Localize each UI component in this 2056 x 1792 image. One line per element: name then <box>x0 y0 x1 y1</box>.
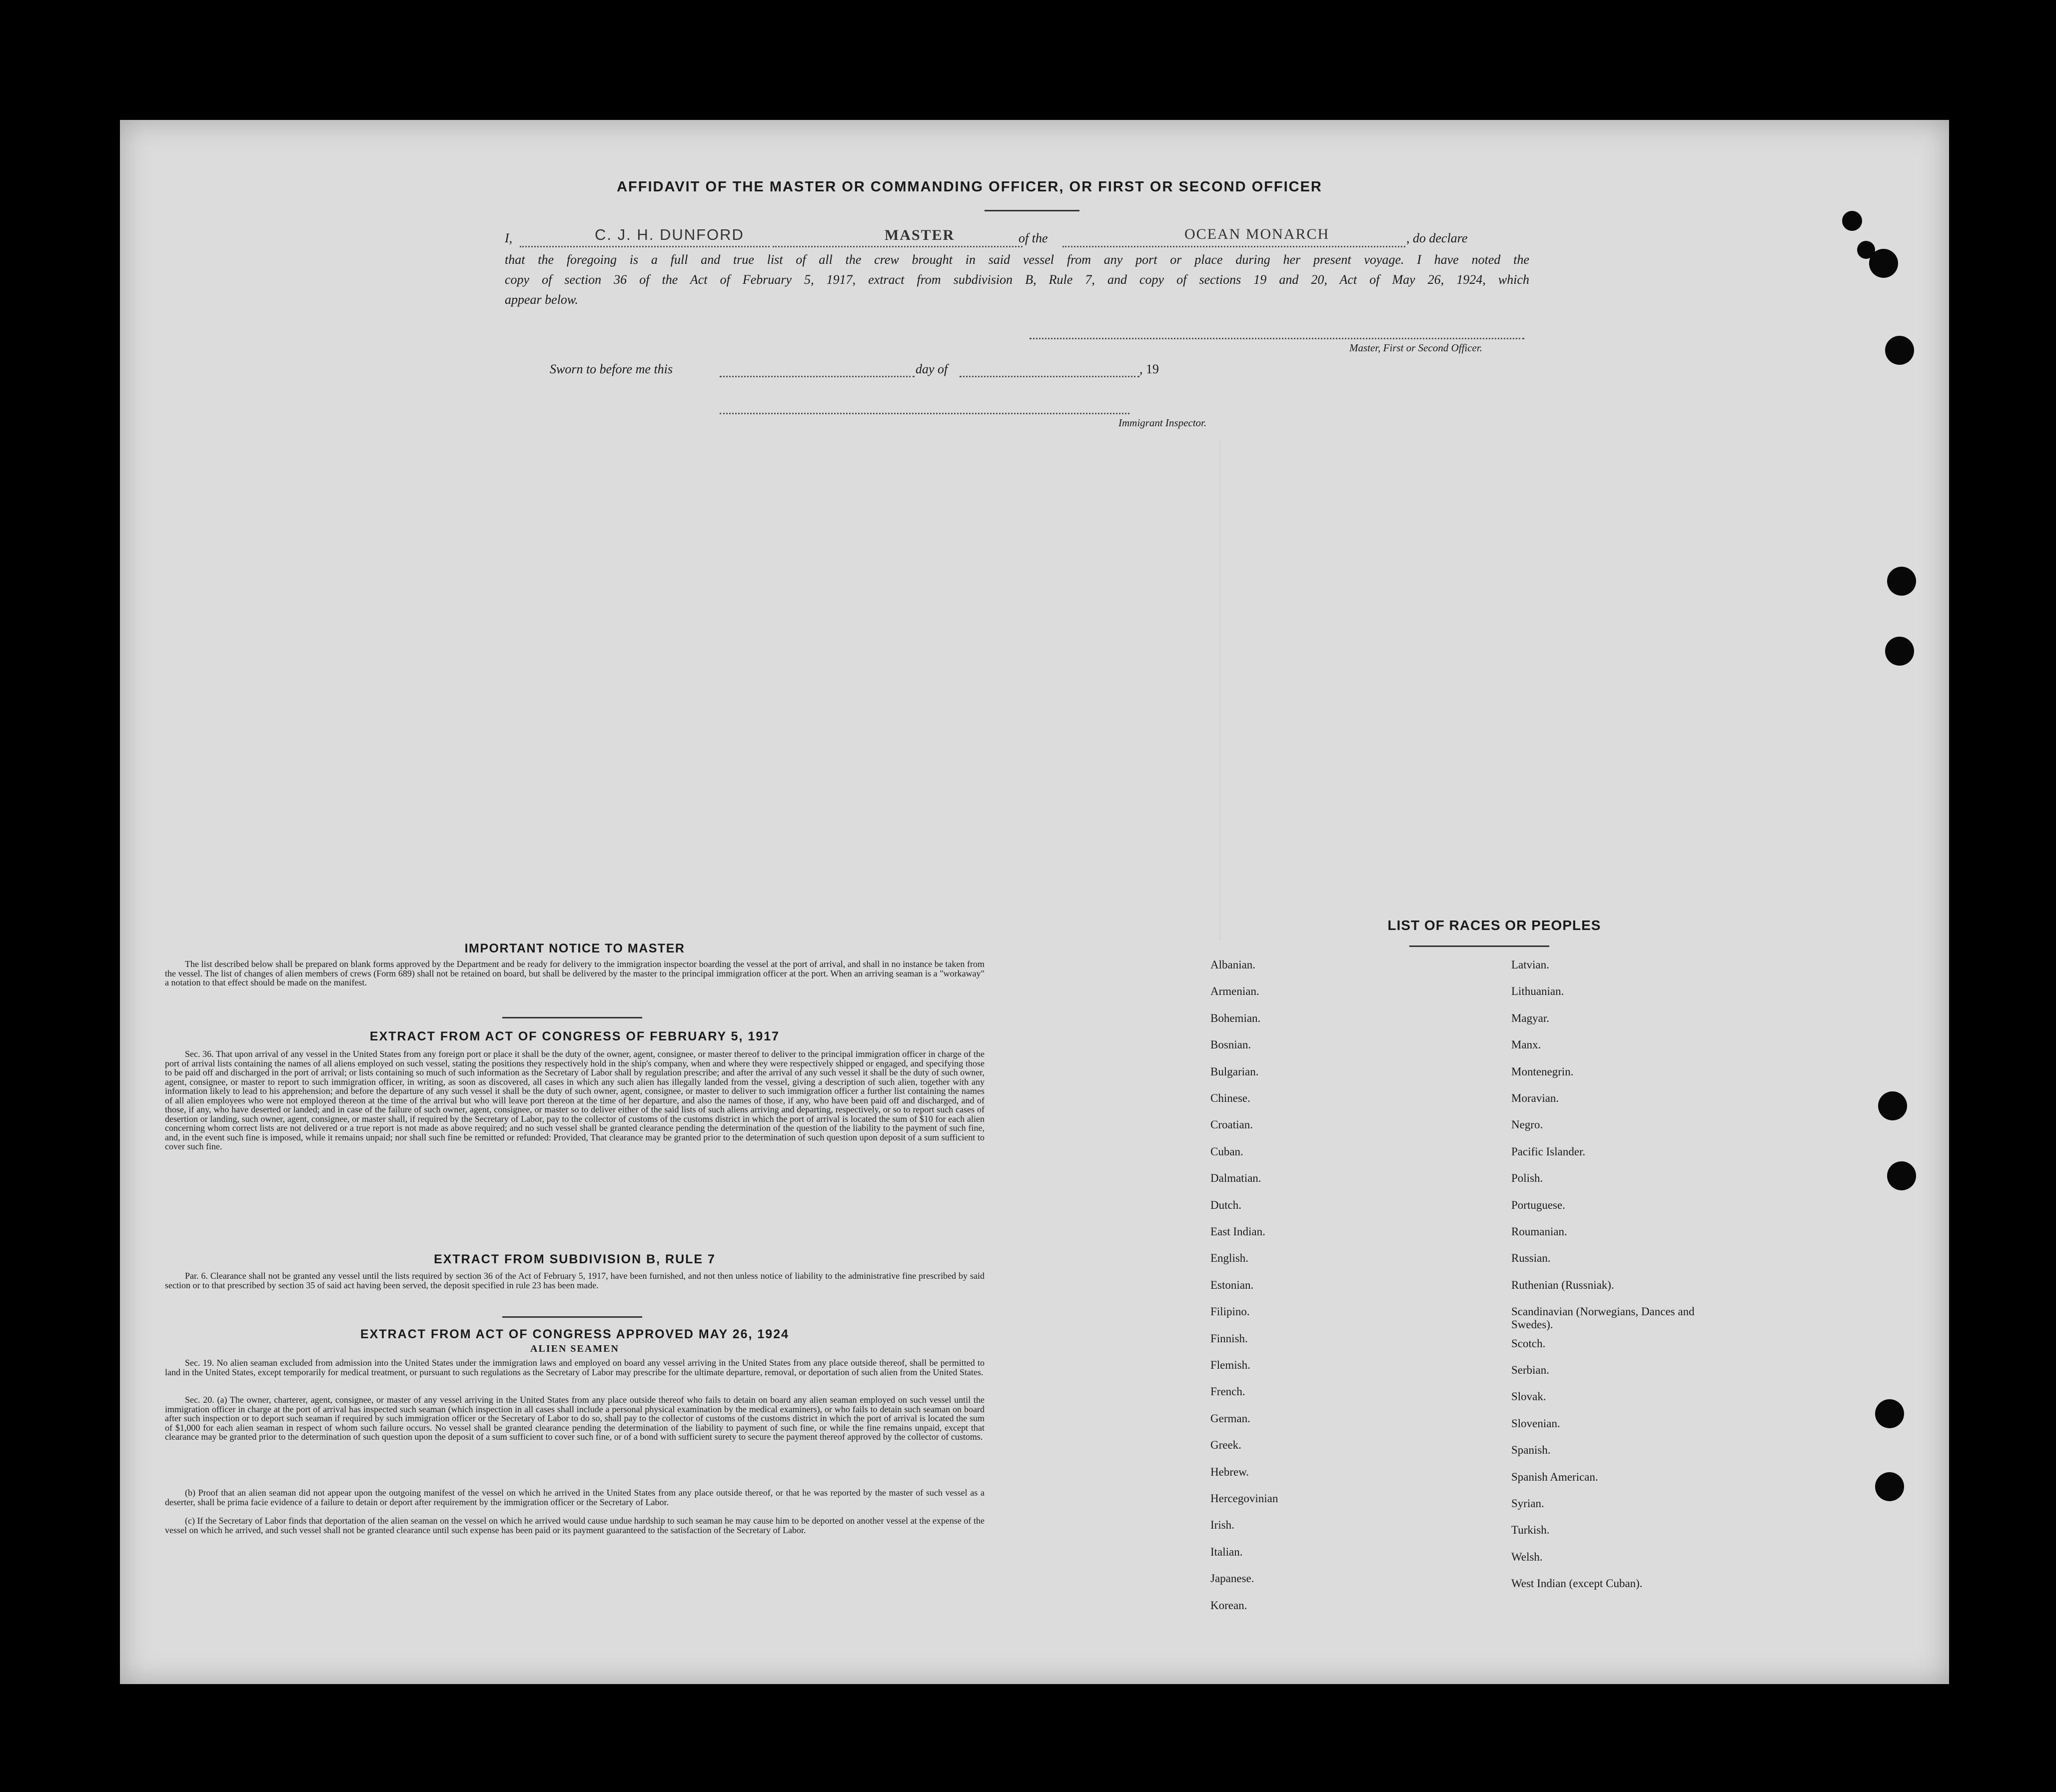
race-item: Ruthenian (Russniak). <box>1511 1279 1614 1291</box>
year-prefix: , 19 <box>1139 362 1159 376</box>
subdivision-b-title: EXTRACT FROM SUBDIVISION B, RULE 7 <box>434 1252 716 1266</box>
punch-hole <box>1878 1091 1907 1120</box>
punch-hole <box>1887 1161 1916 1190</box>
race-item: Portuguese. <box>1511 1199 1565 1211</box>
race-item: Manx. <box>1511 1038 1541 1051</box>
extract-1924-subtitle: ALIEN SEAMEN <box>530 1343 619 1354</box>
subdivision-b-text: Par. 6. Clearance shall not be granted any vessel until the lists required by section 36 of the Act of February 5, 1917, have been furnished, and not then unless notice of liability to the administrative fine prescribed by said section or to that prescribed by section 35 of said act having been served, the deposit specified in rule 23 has been made. <box>165 1271 985 1290</box>
race-item: Armenian. <box>1210 985 1259 997</box>
notice-text: The list described below shall be prepared on blank forms approved by the Department and be ready for delivery to the immigration inspector boarding the vessel at the port of arrival, and shall in no instance be taken from the vessel. The list of changes of alien members of crews (Form 689) shall not be retained on board, but shall be delivered by the master to the principal immigration officer at the port. When an arriving seaman is a "workaway" a notation to that effect should be made on the manifest. <box>165 959 985 987</box>
punch-hole <box>1875 1472 1904 1501</box>
name-line <box>520 246 770 247</box>
inspector-caption: Immigrant Inspector. <box>1118 417 1207 429</box>
race-item: Pacific Islander. <box>1511 1145 1586 1158</box>
races-title: LIST OF RACES OR PEOPLES <box>1387 917 1601 933</box>
race-item: English. <box>1210 1252 1249 1264</box>
race-item: Cuban. <box>1210 1145 1243 1158</box>
race-item: Greek. <box>1210 1439 1241 1451</box>
race-item: Negro. <box>1511 1118 1543 1131</box>
race-item: Italian. <box>1210 1546 1243 1558</box>
race-item: East Indian. <box>1210 1225 1265 1238</box>
race-item: Russian. <box>1511 1252 1551 1264</box>
race-item: Dalmatian. <box>1210 1172 1261 1184</box>
punch-hole <box>1887 567 1916 596</box>
race-item: Magyar. <box>1511 1012 1550 1024</box>
inspector-line <box>720 413 1129 414</box>
race-item: Slovak. <box>1511 1390 1546 1403</box>
do-declare-label: , do declare <box>1406 231 1468 245</box>
notice-title: IMPORTANT NOTICE TO MASTER <box>464 941 685 955</box>
race-item: Syrian. <box>1511 1497 1544 1510</box>
punch-hole <box>1875 1399 1904 1428</box>
race-item: Bohemian. <box>1210 1012 1261 1024</box>
race-item: Hebrew. <box>1210 1466 1249 1478</box>
race-item: Croatian. <box>1210 1118 1253 1131</box>
race-item: Lithuanian. <box>1511 985 1564 997</box>
race-item: Moravian. <box>1511 1092 1559 1104</box>
race-item: Albanian. <box>1210 958 1256 971</box>
race-item: Hercegovinian <box>1210 1492 1278 1505</box>
extract-1924-sec20a: Sec. 20. (a) The owner, charterer, agent, consignee, or master of any vessel arriving in the United States from any place outside thereof who fails to detain on board any alien seaman employed on such vessel until the immigration officer in charge at the port of arrival has inspected such seaman (which inspection in all cases shall include a personal physical examination by the medical examiners), or who fails to detain such seaman on board after such inspection or to deport such seaman if required by such immigration officer or the Secretary of Labor to do so, shall pay to the collector of customs of the customs district in which the port of arrival is located the sum of $1,000 for each alien seaman in respect of whom such failure occurs. No vessel shall be granted clearance pending the determination of the liability to payment of such fine, or while the fine remains unpaid, except that clearance may be granted prior to the determination of such question upon the deposit of a sum sufficient to cover such fine, or of a bond with sufficient surety to secure the payment thereof approved by the collector of customs. <box>165 1395 985 1442</box>
race-item: Polish. <box>1511 1172 1543 1184</box>
affidavit-body-3: appear below. <box>505 292 578 307</box>
punch-hole <box>1842 211 1862 231</box>
divider <box>985 210 1079 211</box>
sworn-label: Sworn to before me this <box>550 362 673 376</box>
affidavit-title: AFFIDAVIT OF THE MASTER OR COMMANDING OFFICER, OR FIRST OR SECOND OFFICER <box>617 179 1322 195</box>
extract-1924-sec20c: (c) If the Secretary of Labor finds that deportation of the alien seaman on the vessel on which he arrived would cause undue hardship to such seaman he may cause him to be deported on another vessel at the expense of the vessel on which he arrived, and such vessel shall not be granted clearance until such expense has been paid or its payment guaranteed to the satisfaction of the Secretary of Labor. <box>165 1516 985 1535</box>
race-item: Spanish American. <box>1511 1471 1598 1483</box>
race-item: Scandinavian (Norwegians, Dances and Swedes). <box>1511 1305 1695 1331</box>
extract-1924-sec20b: (b) Proof that an alien seaman did not appear upon the outgoing manifest of the vessel on which he arrived in the United States from any place outside thereof, or that he was reported by the master of such vessel as a deserter, shall be prima facie evidence of a failure to detain or deport after requirement by the immigration officer or the Secretary of Labor. <box>165 1488 985 1507</box>
of-the-label: of the <box>1019 231 1048 245</box>
race-item: French. <box>1210 1385 1245 1398</box>
punch-hole <box>1885 336 1914 365</box>
master-rank: MASTER <box>885 227 955 243</box>
race-item: Bulgarian. <box>1210 1065 1259 1078</box>
divider <box>502 1017 642 1018</box>
day-of-label: day of <box>916 362 948 376</box>
race-item: Latvian. <box>1511 958 1549 971</box>
master-name: C. J. H. DUNFORD <box>595 226 744 243</box>
race-item: Turkish. <box>1511 1524 1550 1536</box>
race-item: Estonian. <box>1210 1279 1254 1291</box>
race-item: Spanish. <box>1511 1444 1551 1456</box>
punch-hole <box>1869 249 1898 278</box>
race-item: Montenegrin. <box>1511 1065 1574 1078</box>
i-label: I, <box>505 231 513 245</box>
extract-1917-title: EXTRACT FROM ACT OF CONGRESS OF FEBRUARY 5, 1917 <box>369 1029 780 1043</box>
race-item: Finnish. <box>1210 1332 1248 1345</box>
race-item: Chinese. <box>1210 1092 1250 1104</box>
race-item: Serbian. <box>1511 1364 1550 1376</box>
signature-caption: Master, First or Second Officer. <box>1349 342 1482 354</box>
bleed-through <box>1219 440 1570 939</box>
document-page <box>120 120 1949 1684</box>
signature-line <box>1029 338 1524 339</box>
vessel-name: OCEAN MONARCH <box>1184 226 1330 242</box>
extract-1924-title: EXTRACT FROM ACT OF CONGRESS APPROVED MAY 26, 1924 <box>360 1327 790 1341</box>
race-item: Scotch. <box>1511 1337 1546 1350</box>
race-item: West Indian (except Cuban). <box>1511 1577 1643 1590</box>
punch-hole <box>1885 637 1914 666</box>
race-item: Irish. <box>1210 1519 1234 1531</box>
race-item: German. <box>1210 1412 1250 1425</box>
race-item: Flemish. <box>1210 1359 1250 1371</box>
rank-line <box>773 246 1023 247</box>
race-item: Roumanian. <box>1511 1225 1567 1238</box>
race-item: Slovenian. <box>1511 1417 1560 1430</box>
race-item: Japanese. <box>1210 1572 1254 1585</box>
race-item: Dutch. <box>1210 1199 1241 1211</box>
sworn-day-line <box>720 376 915 377</box>
extract-1924-sec19: Sec. 19. No alien seaman excluded from admission into the United States under the immigration laws and employed on board any vessel arriving in the United States from any place outside thereof, shall be permitted to land in the United States, except temporarily for medical treatment, or pursuant to such regulations as the Secretary of Labor may prescribe for the ultimate departure, removal, or deportation of such alien from the United States. <box>165 1358 985 1377</box>
race-item: Filipino. <box>1210 1305 1250 1318</box>
race-item: Bosnian. <box>1210 1038 1251 1051</box>
sworn-month-line <box>960 376 1139 377</box>
extract-1917-text: Sec. 36. That upon arrival of any vessel in the United States from any foreign port or place it shall be the duty of the owner, agent, consignee, or master thereof to deliver to the principal immigration officer in charge of the port of arrival lists containing the names of all aliens employed on such vessel, stating the positions they respectively hold in the ship's company, when and where they were respectively shipped or engaged, and specifying those to be paid off and discharged in the port of arrival; or lists containing so much of such information as the Secretary of Labor shall by regulation prescribe; and after the arrival of any such vessel it shall be the duty of such owner, agent, consignee, or master to report to such immigration officer, in writing, as soon as discovered, all cases in which any such alien has illegally landed from the vessel, giving a description of such alien, together with any information likely to lead to his apprehension; and before the departure of any such vessel it shall be the duty of such owner, agent, consignee, or master to deliver to such immigration officer a further list containing the names of all alien employees who were not employed thereon at the time of the arrival but who will leave port thereon at the time of her departure, and also the names of those, if any, who have been paid off and discharged, and of those, if any, who have deserted or landed; and in case of the failure of such owner, agent, consignee, or master so to deliver either of the said lists of such aliens arriving and departing, respectively, or so to report such cases of desertion or landing, such owner, agent, consignee, or master shall, if required by the Secretary of Labor, pay to the collector of customs of the customs district in which the port of arrival is located the sum of $10 for each alien concerning whom correct lists are not delivered or a true report is not made as above required; and no such vessel shall be granted clearance pending the determination of the question of the liability to the payment of such fine, and, in the event such fine is imposed, while it remains unpaid; nor shall such fine be remitted or refunded: Provided, That clearance may be granted prior to the determination of such question upon deposit of a sum sufficient to cover such fine. <box>165 1049 985 1151</box>
affidavit-body-2: copy of section 36 of the Act of February 5, 1917, extract from subdivision B, Rule 7, and copy of sections 19 and 20, Act of May 26, 1924, which <box>505 272 1529 287</box>
vessel-line <box>1062 246 1405 247</box>
affidavit-body-1: that the foregoing is a full and true list of all the crew brought in said vessel from any port or place during her present voyage. I have noted the <box>505 252 1529 267</box>
divider <box>1409 945 1549 947</box>
race-item: Welsh. <box>1511 1551 1543 1563</box>
race-item: Korean. <box>1210 1599 1247 1612</box>
divider <box>502 1316 642 1318</box>
